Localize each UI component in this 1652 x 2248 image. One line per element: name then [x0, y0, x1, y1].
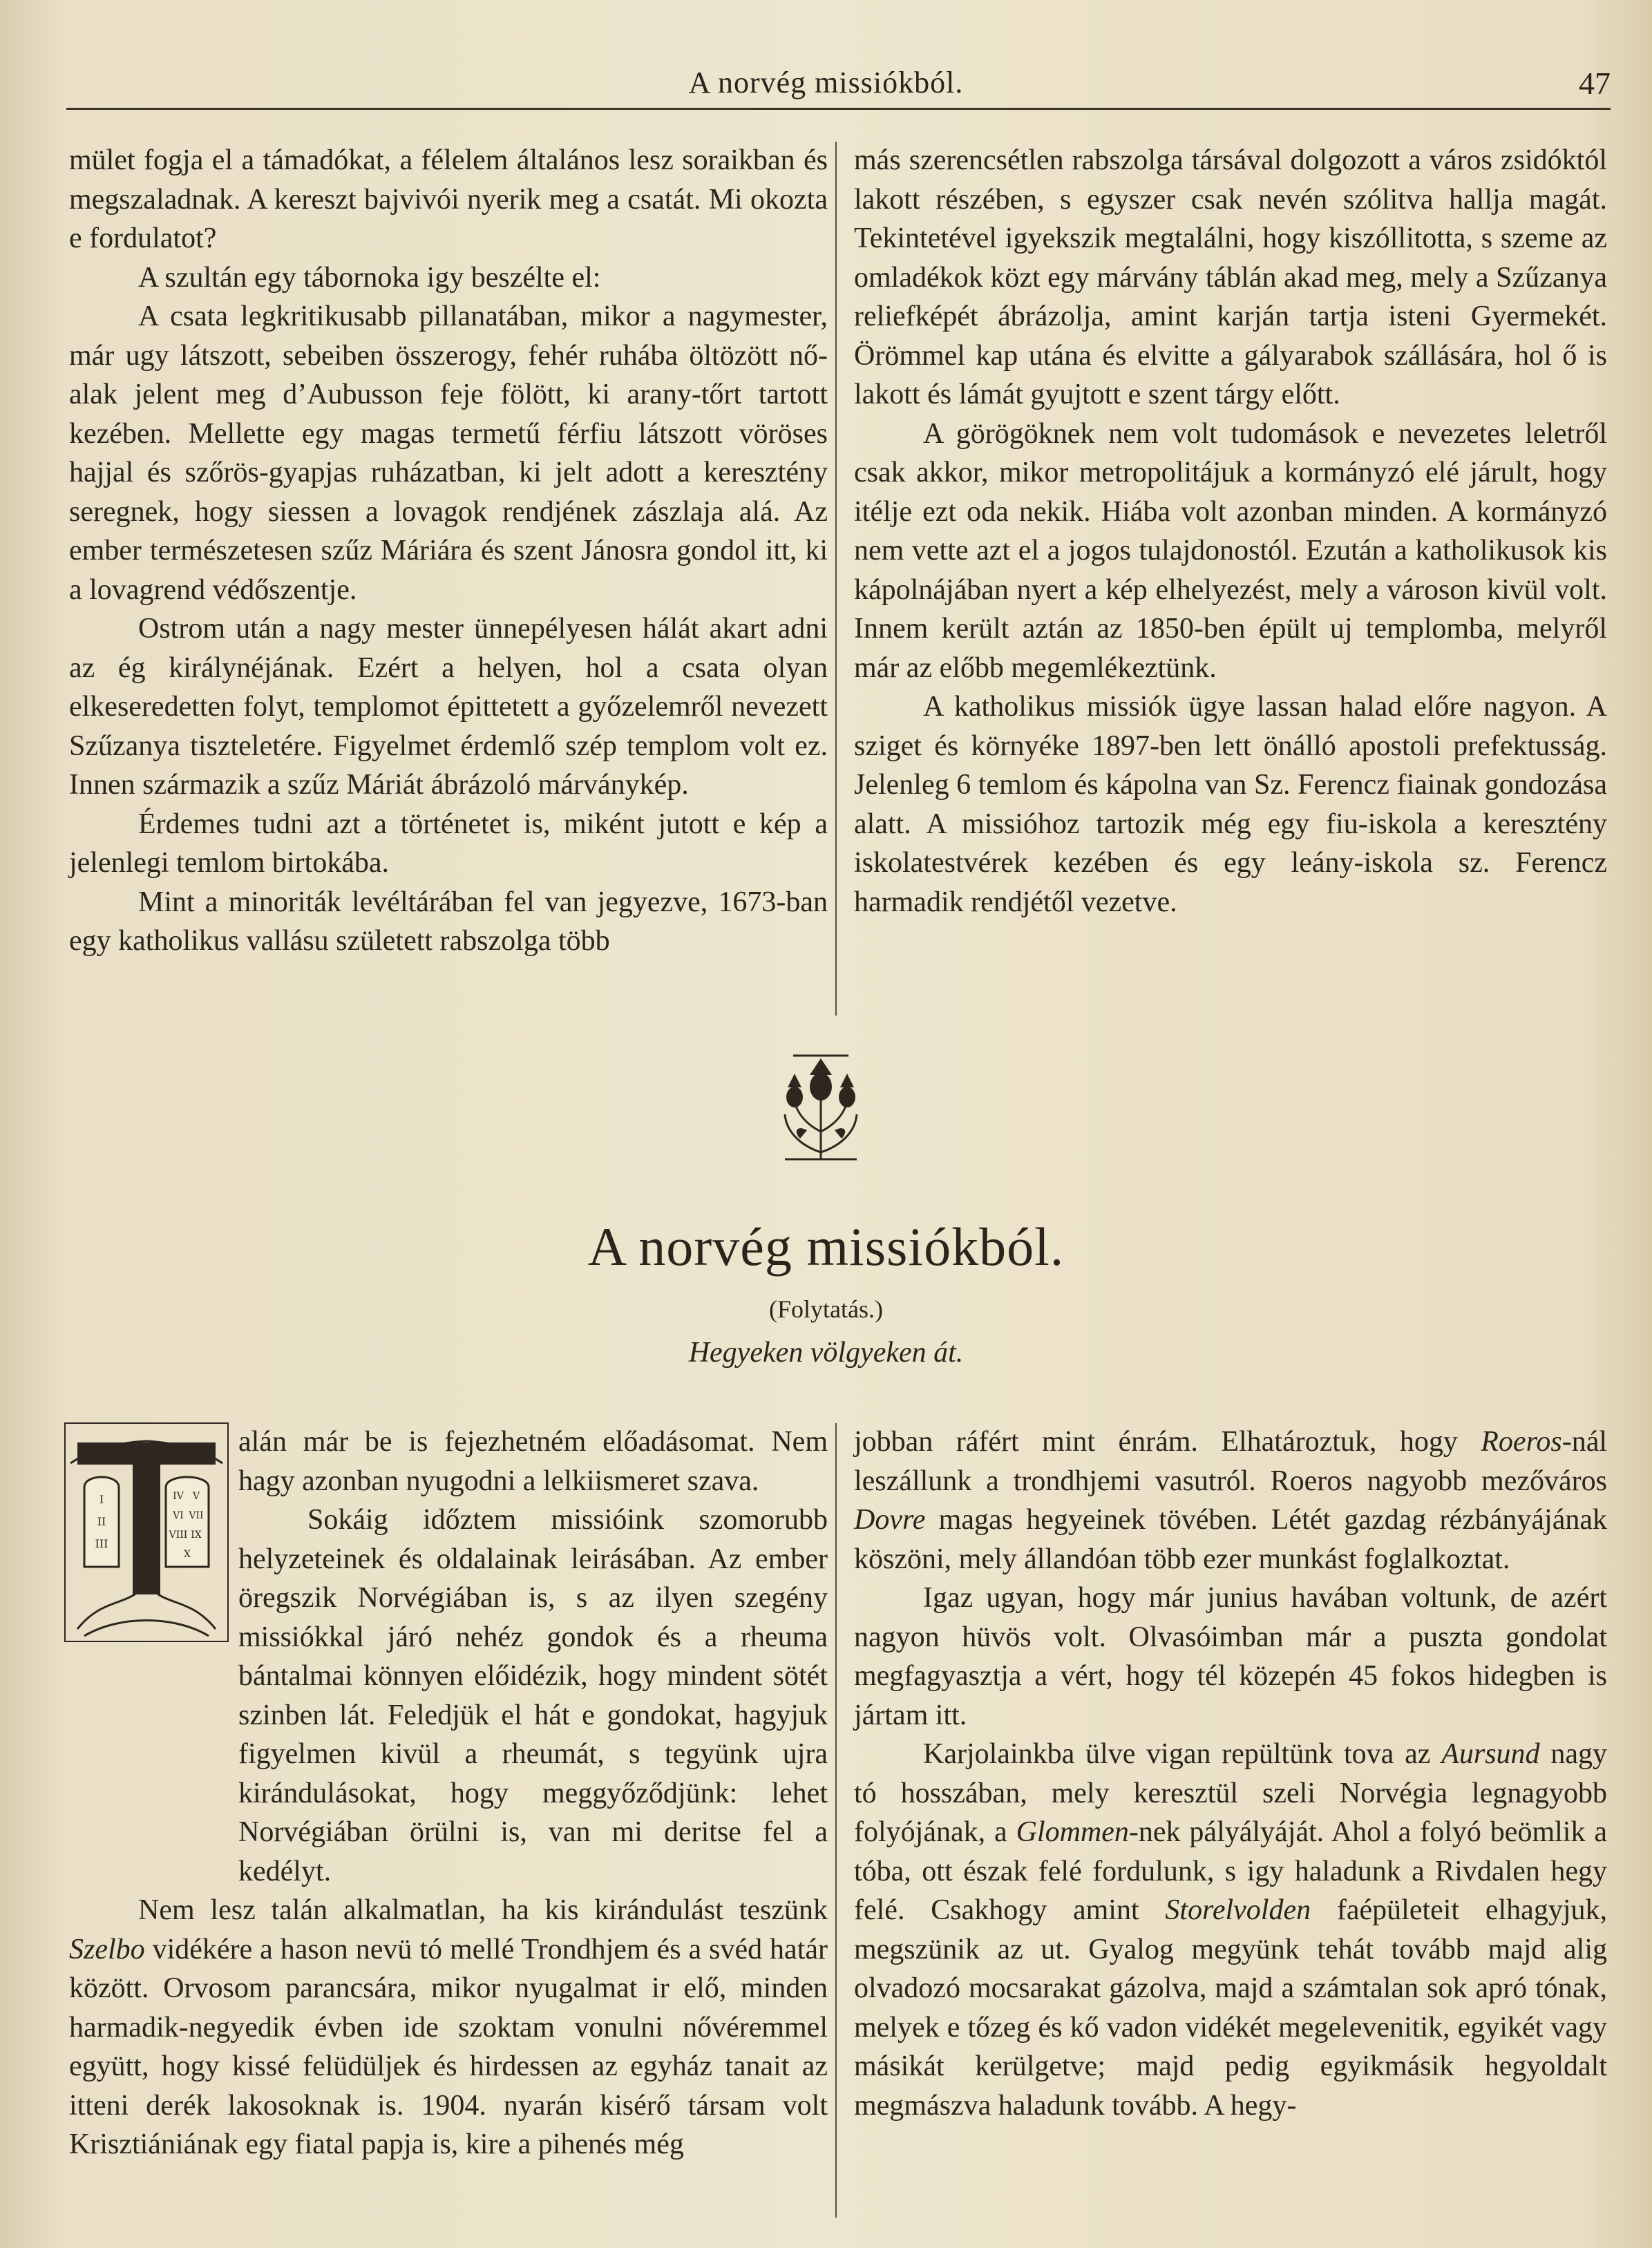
paragraph: A csata legkritikusabb pillanatában, mikor a nagymester, már ugy látszott, sebeiben összerogy, fehér ruhába öltözött nő-alak jelent meg d’Aubusson feje fölött, ki arany-tőrt tartott kezében. Mellette egy magas termetű férfiu látszott vöröses hajjal és szőrös-gyapjas ruházatban, ki jelt adott a keresztény seregnek, hogy siessen a lovagok rendjének zászlaja alá. Az ember természetesen szűz Máriára és szent Jánosra gondol itt, ki a lovagrend védőszentje. [69, 301, 828, 606]
paragraph: más szerencsétlen rabszolga társával dolgozott a város zsidóktól lakott részében, s egyszer csak nevén szólitva hallja magát. Tekintetével igyekszik megtalálni, hogy kiszóllitotta, s szeme az omladékok közt egy márvány táblán akad meg, mely a Szűzanya reliefképét ábrázolja, amint karján tartja isteni Gyermekét. Örömmel kap utána és elvitte a gályarabok szállására, hol ő is lakott és lámát gyujtott e szent tárgy előtt. [854, 144, 1607, 410]
top-right-column [854, 141, 1607, 922]
tablet-numeral: I [99, 1493, 104, 1506]
place-name: Storelvolden [1165, 1894, 1311, 1926]
paragraph: A szultán egy tábornoka igy beszélte el: [138, 261, 601, 294]
column-divider [835, 1423, 837, 2218]
paragraph: Érdemes tudni azt a történetet is, miként jutott e kép a jelenlegi temlom birtokába. [69, 808, 828, 879]
tablet-numeral: IX [191, 1530, 202, 1541]
paragraph [854, 1735, 1607, 2125]
place-name: Glommen [1016, 1816, 1129, 1848]
header-rule [66, 108, 1611, 110]
tablet-numeral: V [192, 1491, 200, 1502]
place-name: Aursund [1441, 1738, 1540, 1770]
paragraph [854, 1422, 1607, 1579]
place-name: Dovre [854, 1504, 926, 1536]
text: jobban ráfért mint énrám. Elhatároztuk, hogy [854, 1426, 1481, 1458]
text: -nál leszállunk a trondhjemi vasutról. Roeros nagyobb mezőváros [854, 1426, 1607, 1497]
text: faépületeit elhagyjuk, megszünik az ut. Gyalog megyünk tehát tovább majd alig olvadozó mocsarakat gázolva, majd a számtalan sok apró tónak, melyek e tőzeg és kő vadon vidékét megelevenitik, egyikét vagy másikát kerülgetve; majd pedig egyikmásik hegyoldalt megmászva haladunk tovább. A hegy- [854, 1894, 1607, 2122]
paragraph: A görögöknek nem volt tudomások e nevezetes leletről csak akkor, mikor metropolitájuk a kormányzó elé járult, hogy itélje ezt oda nekik. Hiába volt azonban minden. A kormányzó nem vette azt el a jogos tulajdonostól. Ezután a katholikusok kis kápolnájában nyert a kép elhelyezést, mely a városon kivül volt. Innem került aztán az 1850-ben épült uj templomba, melyről már az előbb megemlékeztünk. [854, 417, 1607, 684]
tablet-numeral: II [97, 1515, 106, 1528]
text: vidékére a hason nevü tó mellé Trondhjem és a svéd határ között. Orvosom parancsára, mikor nyugalmat ir elő, minden harmadik-negyedik évben ide szoktam vonulni nővéremmel együtt, hogy kissé felüdüljek és hirdessen az egyház tanait az itteni derék lakosoknak is. 1904. nyarán kisérő társam volt Krisztiániának egy fiatal papja is, kire a pihenés még [69, 1933, 828, 2160]
dropcap-letter: T [146, 1438, 147, 1439]
text: -nek pályályáját. Ahol a folyó beömlik a tóba, ott észak felé fordulunk, s igy haladunk a Rivdalen hegy felé. Csakhogy amint [854, 1816, 1608, 1926]
text: Nem lesz talán alkalmatlan, ha kis kirándulást teszünk [138, 1894, 828, 1926]
text: magas hegyeinek tövében. Létét gazdag rézbányájának köszöni, mely állandóan több ezer munkást foglalkoztat. [854, 1504, 1607, 1575]
place-name: Szelbo [69, 1933, 145, 1965]
thistle-ornament [779, 1049, 862, 1166]
paragraph: Igaz ugyan, hogy már junius havában voltunk, de azért nagyon hüvös volt. Olvasóimban már a puszta gondolat megfagyasztja a vért, hogy tél közepén 45 fokos hidegben is jártam itt. [854, 1582, 1607, 1731]
paragraph: Sokáig időztem missióink szomorubb helyzeteinek és oldalainak leirásában. Az ember öregszik Norvégiában is, s az ilyen szegény missiókkal járó nehéz gondok és a rheuma bántalmai könnyen előidézik, hogy mindent sötét szinben lát. Feledjük el hát e gondokat, hagyjuk figyelmen kivül a rheumát, s tegyünk ujra kirándulásokat, hogy meggyőződjünk: lehet Norvégiában örülni is, van mi deritse fel a kedélyt. [238, 1504, 828, 1887]
column-divider [835, 142, 837, 1016]
tablet-numeral: VI [173, 1510, 184, 1521]
paragraph: mület fogja el a támadókat, a félelem általános lesz soraikban és megszaladnak. A kereszt bajvivói nyerik meg a csatát. Mi okozta e fordulatot? [69, 144, 828, 254]
article-subtitle: Hegyeken völgyeken át. [688, 1337, 964, 1369]
paragraph: A katholikus missiók ügye lassan halad előre nagyon. A sziget és környéke 1897-ben lett önálló apostoli prefektusság. Jelenleg 6 temlom és kápolna van Sz. Ferencz fiainak gondozása alatt. A missióhoz tartozik még egy fiu-iskola a keresztény iskolatestvérek kezében és egy leány-iskola sz. Ferencz harmadik rendjétől vezetve. [854, 691, 1607, 918]
tablet-numeral: III [95, 1537, 108, 1550]
paragraph: Ostrom után a nagy mester ünnepélyesen hálát akart adni az ég királynéjának. Ezért a helyen, hol a csata olyan elkeseredetten folyt, templomot épittetett a győzelemről nevezett Szűzanya tiszteletére. Figyelmet érdemlő szép templom volt ez. Innen származik a szűz Máriát ábrázoló márványkép. [69, 613, 828, 801]
running-head [0, 61, 1652, 109]
bottom-left-column [69, 1422, 828, 2164]
page-number: 47 [1579, 66, 1611, 101]
tablet-numeral: X [184, 1549, 191, 1560]
paragraph [69, 1891, 828, 2164]
place-name: Roeros [1481, 1426, 1562, 1458]
text: Karjolainkba ülve vigan repültünk tova az [923, 1738, 1442, 1770]
tablet-numeral: VII [189, 1510, 204, 1521]
paragraph: alán már be is fejezhetném előadásomat. Nem hagy azonban nyugodni a lelkiismeret szava. [238, 1426, 828, 1497]
bottom-right-column [854, 1422, 1607, 2125]
article-title: A norvég missiókból. [587, 1217, 1065, 1277]
running-title: A norvég missiókból. [688, 66, 964, 99]
tablet-numeral: VIII [169, 1530, 188, 1541]
paragraph: Mint a minoriták levéltárában fel van jegyezve, 1673-ban egy katholikus vallásu született rabszolga több [69, 886, 828, 957]
text: nagy tó hosszában, mely keresztül szeli Norvégia legnagyobb folyójának, a [854, 1738, 1607, 1848]
article-continuation: (Folytatás.) [769, 1295, 883, 1323]
tablet-numeral: IV [173, 1491, 184, 1502]
top-left-column [69, 141, 828, 961]
